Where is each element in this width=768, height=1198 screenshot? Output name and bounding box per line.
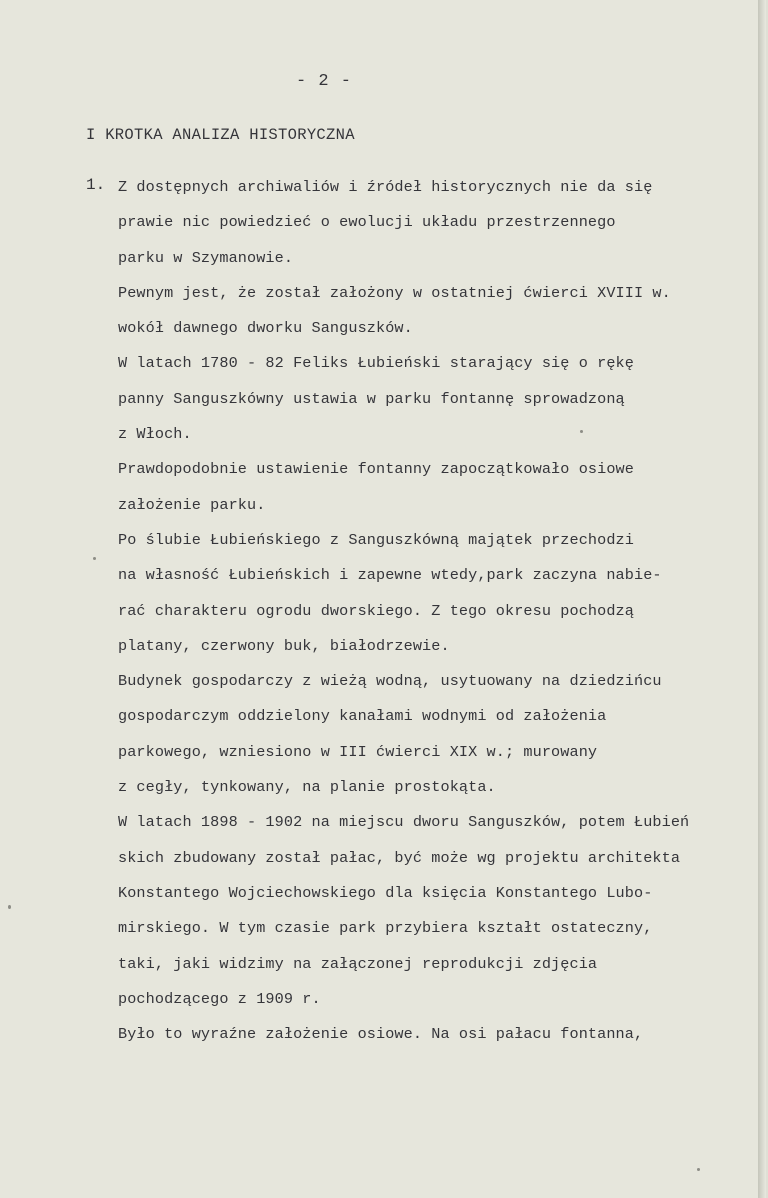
paper-speck — [580, 430, 583, 433]
text-line: parkowego, wzniesiono w III ćwierci XIX w.; murowany — [118, 742, 598, 761]
text-line: założenie parku. — [118, 495, 266, 514]
text-line: wokół dawnego dworku Sanguszków. — [118, 319, 413, 338]
paper-speck — [93, 557, 96, 560]
text-line: Z dostępnych archiwaliów i źródeł historycznych nie da się — [118, 178, 653, 196]
text-line: W latach 1898 - 1902 na miejscu dworu Sanguszków, potem Łubień — [118, 813, 690, 832]
paragraph-block — [118, 170, 748, 1052]
text-line: rać charakteru ogrodu dworskiego. Z tego okresu pochodzą — [118, 601, 634, 620]
list-item-number: 1. — [86, 176, 106, 194]
text-line: taki, jaki widzimy na załączonej reprodukcji zdjęcia — [118, 954, 598, 973]
page-number: - 2 - — [296, 72, 353, 91]
text-line: Prawdopodobnie ustawienie fontanny zapoczątkowało osiowe — [118, 460, 634, 479]
paper-speck — [8, 905, 11, 909]
text-line: prawie nic powiedzieć o ewolucji układu przestrzennego — [118, 213, 616, 232]
text-line: Konstantego Wojciechowskiego dla księcia Konstantego Lubo- — [118, 883, 653, 902]
text-line: Budynek gospodarczy z wieżą wodną, usytuowany na dziedzińcu — [118, 672, 662, 691]
page-edge-shadow — [758, 0, 766, 1198]
text-line: z cegły, tynkowany, na planie prostokąta. — [118, 778, 496, 797]
text-line: Było to wyraźne założenie osiowe. Na osi pałacu fontanna, — [118, 1025, 644, 1044]
text-line: mirskiego. W tym czasie park przybiera kształt ostateczny, — [118, 919, 653, 938]
text-line: z Włoch. — [118, 425, 192, 444]
text-line: skich zbudowany został pałac, być może wg projektu architekta — [118, 848, 681, 867]
text-line: Pewnym jest, że został założony w ostatniej ćwierci XVIII w. — [118, 283, 671, 302]
text-line: panny Sanguszkówny ustawia w parku fontannę sprowadzoną — [118, 389, 625, 408]
text-line: na własność Łubieńskich i zapewne wtedy,park zaczyna nabie- — [118, 566, 662, 585]
paper-speck — [697, 1168, 700, 1171]
text-line: parku w Szymanowie. — [118, 248, 294, 267]
text-line: gospodarczym oddzielony kanałami wodnymi od założenia — [118, 707, 607, 726]
text-line: W latach 1780 - 82 Feliks Łubieński starający się o rękę — [118, 354, 634, 373]
text-line: pochodzącego z 1909 r. — [118, 989, 321, 1008]
section-heading: I KROTKA ANALIZA HISTORYCZNA — [86, 126, 355, 144]
text-line: platany, czerwony buk, białodrzewie. — [118, 636, 450, 655]
text-line: Po ślubie Łubieńskiego z Sanguszkówną majątek przechodzi — [118, 530, 634, 549]
